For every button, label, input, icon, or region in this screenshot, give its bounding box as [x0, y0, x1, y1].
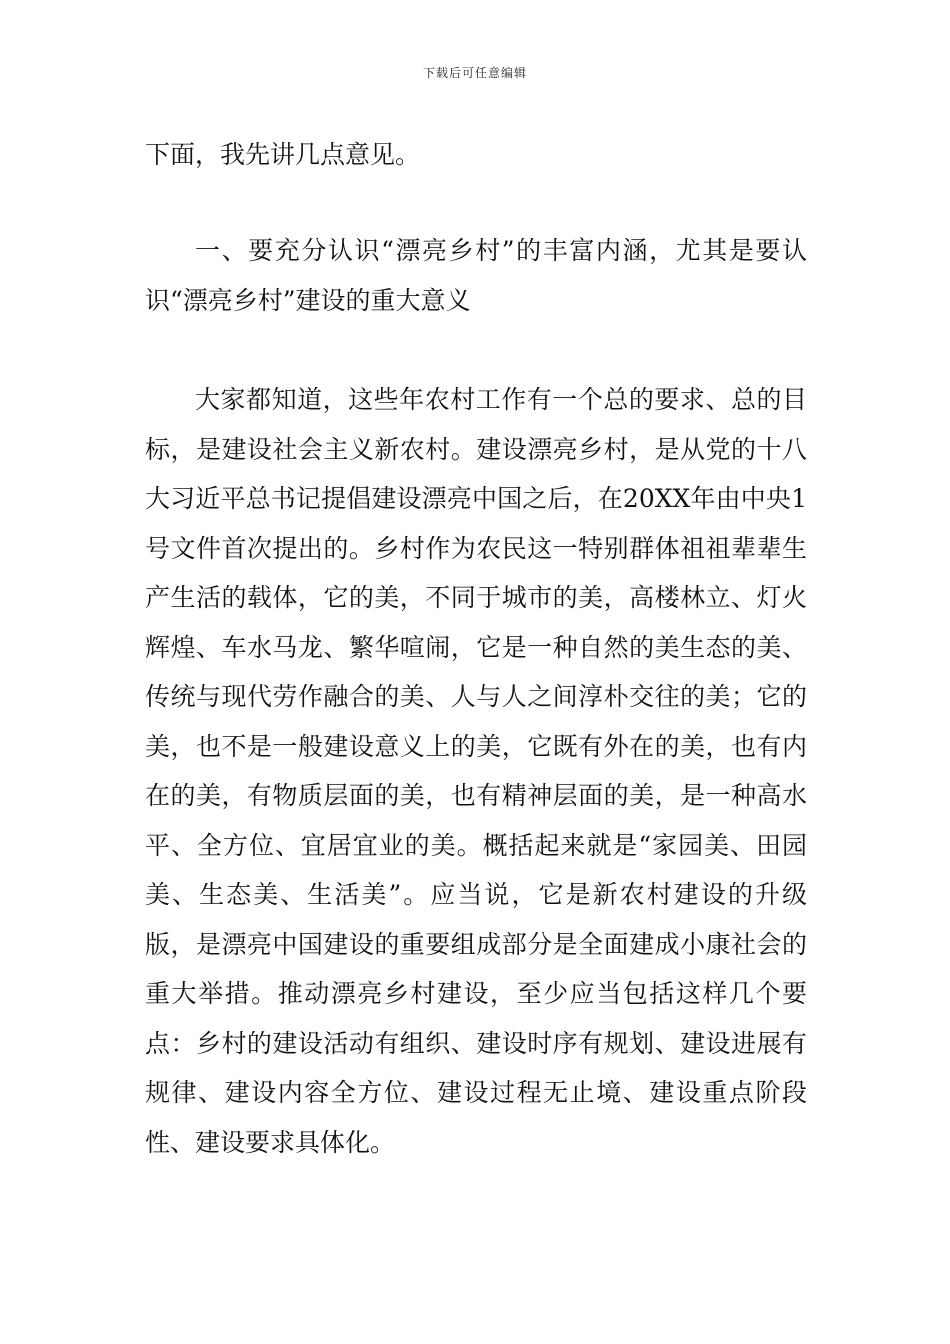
paragraph-intro: 下面，我先讲几点意见。: [145, 140, 421, 169]
page-header-note: 下载后可任意编辑: [422, 66, 527, 80]
paragraph-body: 大家都知道，这些年农村工作有一个总的要求、总的目标，是建设社会主义新农村。建设漂亮乡村，是从党的十八大习近平总书记提倡建设漂亮中国之后，在20XX年由中央1号文件首次提出的。乡村作为农民这一特别群体祖祖辈辈生产生活的载体，它的美，不同于城市的美，高楼林立、灯火辉煌、车水马龙、繁华喧闹，它是一种自然的美生态的美、传统与现代劳作融合的美、人与人之间淳朴交往的美；它的美，也不是一般建设意义上的美，它既有外在的美，也有内在的美，有物质层面的美，也有精神层面的美，是一种高水平、全方位、宜居宜业的美。概括起来就是“家园美、田园美、生态美、生活美”。应当说，它是新农村建设的升级版，是漂亮中国建设的重要组成部分是全面建成小康社会的重大举措。推动漂亮乡村建设，至少应当包括这样几个要点：乡村的建设活动有组织、建设时序有规划、建设进展有规律、建设内容全方位、建设过程无止境、建设重点阶段性、建设要求具体化。: [145, 385, 807, 1157]
section-heading-one: 一、要充分认识“漂亮乡村”的丰富内涵，尤其是要认识“漂亮乡村”建设的重大意义: [145, 236, 807, 315]
